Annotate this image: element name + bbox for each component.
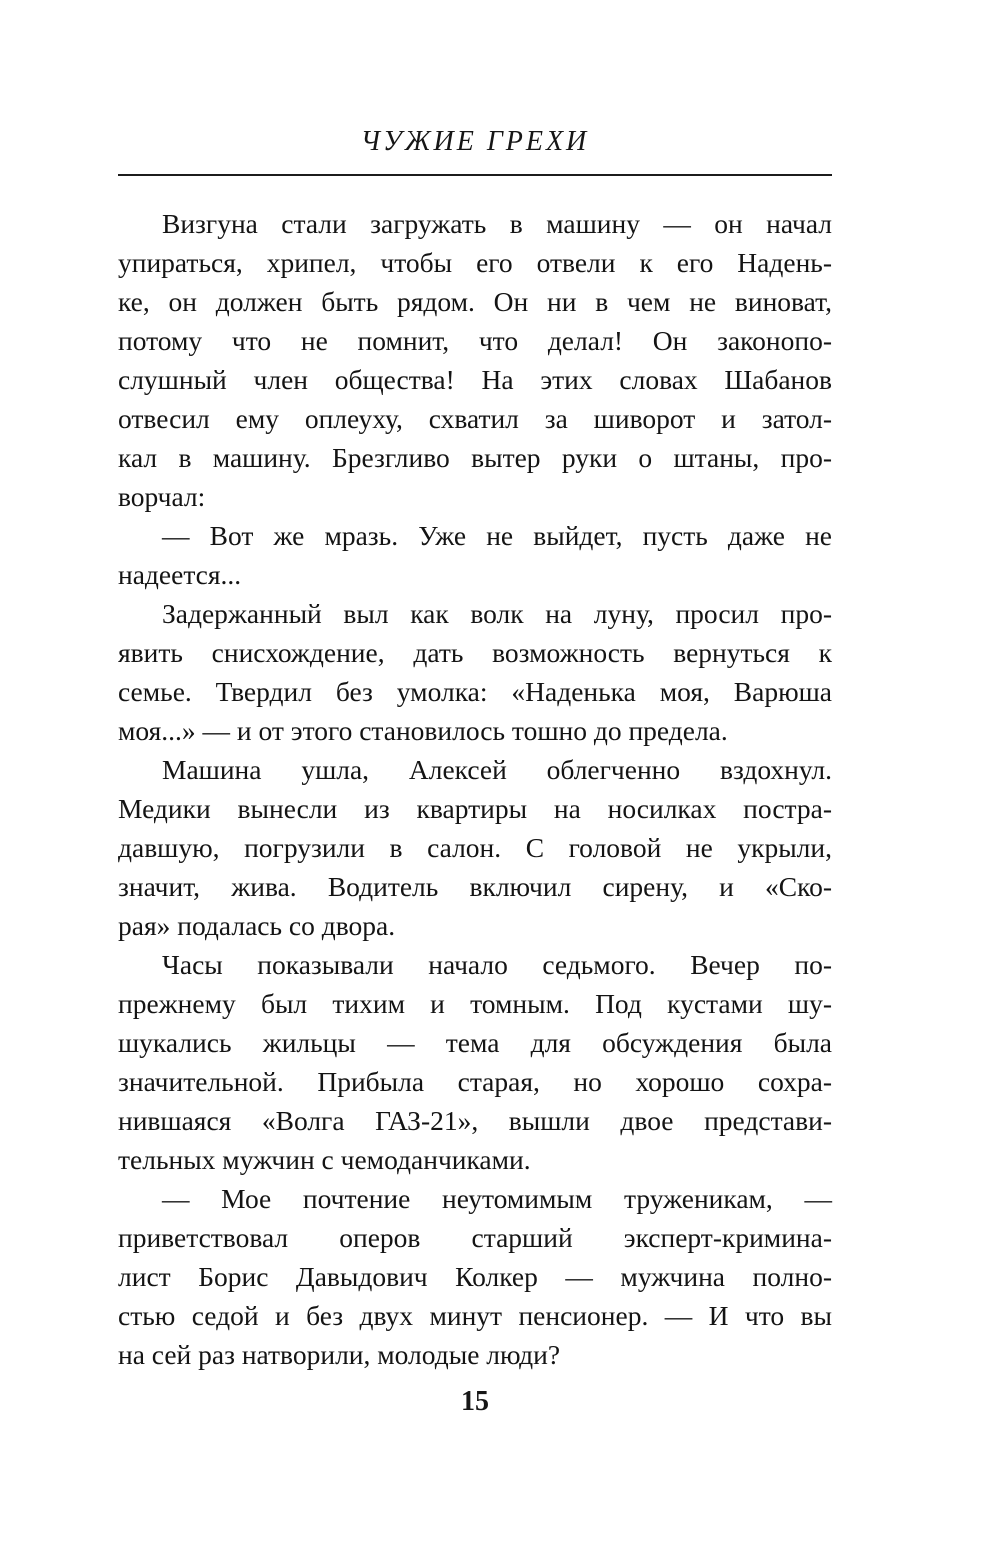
text-line: приветствовал оперов старший эксперт-кримина- — [118, 1222, 832, 1253]
paragraph — [118, 204, 832, 516]
text-line: тельных мужчин с чемоданчиками. — [118, 1144, 531, 1175]
text-line: на сей раз натворили, молодые люди? — [118, 1339, 561, 1370]
text-line: рая» подалась со двора. — [118, 910, 396, 941]
text-line: моя...» — и от этого становилось тошно до предела. — [118, 715, 728, 746]
paragraph — [118, 750, 832, 945]
text-line: Задержанный выл как волк на луну, просил про- — [162, 598, 832, 629]
text-line: упираться, хрипел, чтобы его отвели к его Надень- — [118, 247, 832, 278]
text-line: явить снисхождение, дать возможность вернуться к — [118, 637, 832, 668]
page-number: 15 — [461, 1386, 489, 1417]
text-line: давшую, погрузили в салон. С головой не укрыли, — [118, 832, 832, 863]
body-text — [118, 204, 832, 1374]
text-line: — Вот же мразь. Уже не выйдет, пусть даже не — [162, 520, 832, 551]
text-line: стью седой и без двух минут пенсионер. — И что вы — [118, 1300, 832, 1331]
text-line: слушный член общества! На этих словах Шабанов — [118, 364, 832, 395]
text-line: значительной. Прибыла старая, но хорошо сохра- — [118, 1066, 832, 1097]
text-line: надеется... — [118, 559, 242, 590]
text-line: значит, жива. Водитель включил сирену, и «Ско- — [118, 871, 832, 902]
text-line: ворчал: — [118, 481, 206, 512]
text-line: нившаяся «Волга ГАЗ-21», вышли двое представи- — [118, 1105, 832, 1136]
header-rule — [118, 174, 832, 176]
paragraph — [118, 516, 832, 594]
paragraph — [118, 1179, 832, 1374]
text-line: Медики вынесли из квартиры на носилках постра- — [118, 793, 832, 824]
text-line: прежнему был тихим и томным. Под кустами шу- — [118, 988, 832, 1019]
text-line: Машина ушла, Алексей облегченно вздохнул. — [162, 754, 832, 785]
text-line: Часы показывали начало седьмого. Вечер по- — [162, 949, 832, 980]
text-block — [118, 126, 832, 1374]
text-line: лист Борис Давыдович Колкер — мужчина полно- — [118, 1261, 832, 1292]
text-line: шукались жильцы — тема для обсуждения была — [118, 1027, 832, 1058]
running-head-title: ЧУЖИЕ ГРЕХИ — [360, 126, 590, 157]
text-line: Визгуна стали загружать в машину — он начал — [162, 208, 832, 239]
paragraph — [118, 945, 832, 1179]
text-line: ке, он должен быть рядом. Он ни в чем не виноват, — [118, 286, 832, 317]
text-line: кал в машину. Брезгливо вытер руки о штаны, про- — [118, 442, 832, 473]
paragraph — [118, 594, 832, 750]
text-line: потому что не помнит, что делал! Он законопо- — [118, 325, 832, 356]
text-line: — Мое почтение неутомимым труженикам, — — [162, 1183, 832, 1214]
text-line: отвесил ему оплеуху, схватил за шиворот и затол- — [118, 403, 832, 434]
text-line: семье. Твердил без умолка: «Наденька моя, Варюша — [118, 676, 832, 707]
